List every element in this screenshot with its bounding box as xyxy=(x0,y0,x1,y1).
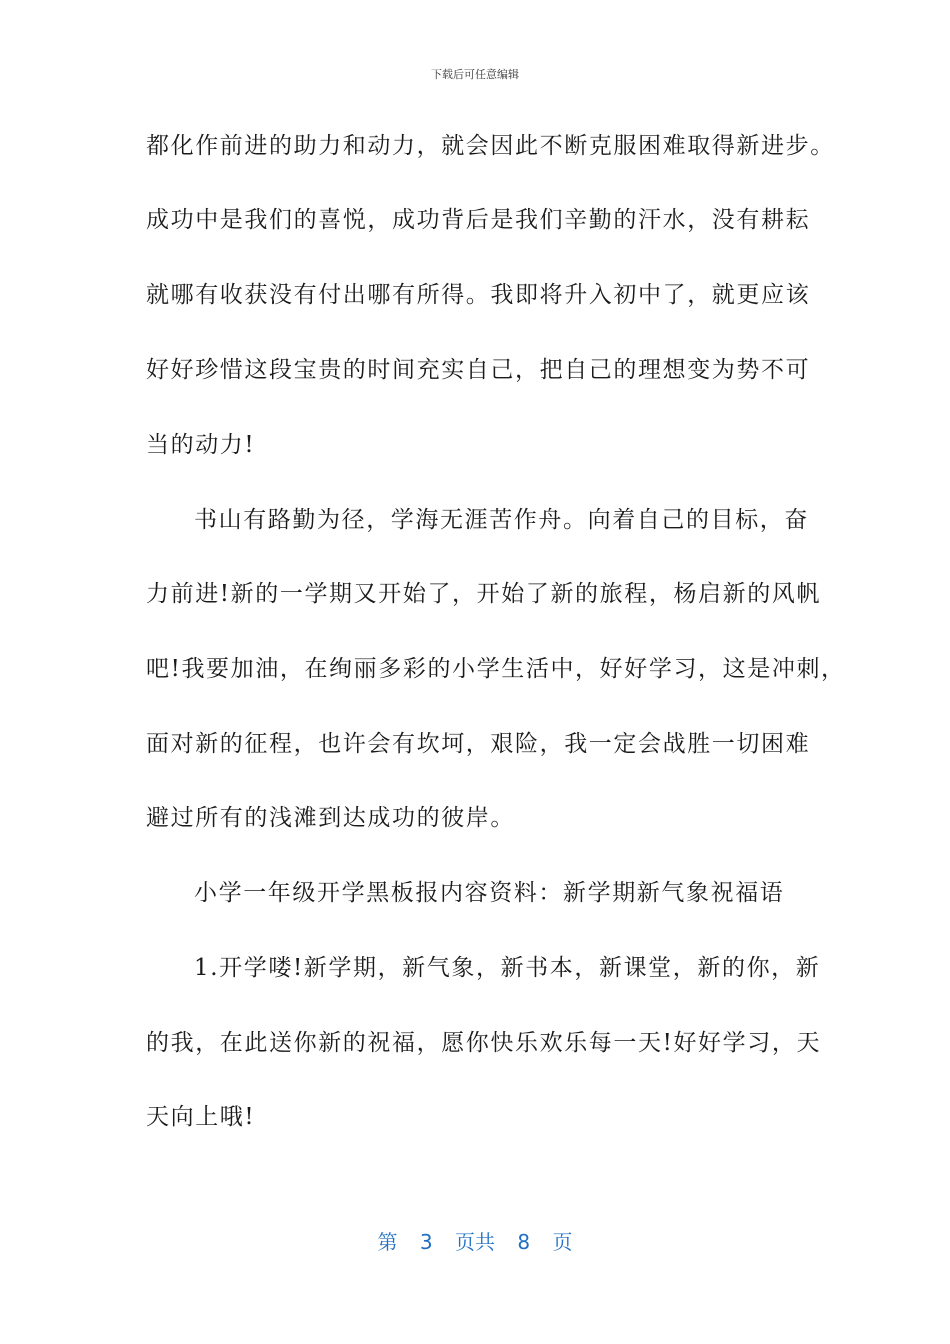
text-line: 成功中是我们的喜悦，成功背后是我们辛勤的汗水，没有耕耘 xyxy=(146,207,811,233)
paragraph-first-line: 书山有路勤为径，学海无涯苦作舟。向着自己的目标，奋 xyxy=(194,507,809,533)
text-line: 面对新的征程，也许会有坎坷，艰险，我一定会战胜一切困难 xyxy=(146,731,811,757)
section-heading: 小学一年级开学黑板报内容资料：新学期新气象祝福语 xyxy=(194,880,785,906)
header-note: 下载后可任意编辑 xyxy=(431,68,519,81)
text-line: 吧!我要加油，在绚丽多彩的小学生活中，好好学习，这是冲刺， xyxy=(146,656,846,682)
text-line: 好好珍惜这段宝贵的时间充实自己，把自己的理想变为势不可 xyxy=(146,357,811,383)
text-line: 的我，在此送你新的祝福，愿你快乐欢乐每一天!好好学习，天 xyxy=(146,1030,822,1056)
page-number-middle: 页共 xyxy=(455,1230,495,1254)
text-line: 当的动力! xyxy=(146,432,256,458)
page-number-total: 8 xyxy=(517,1230,531,1254)
page-number-prefix: 第 xyxy=(377,1230,398,1254)
page-number xyxy=(0,1226,950,1255)
text-line: 都化作前进的助力和动力，就会因此不断克服困难取得新进步。 xyxy=(146,133,835,159)
text-line: 就哪有收获没有付出哪有所得。我即将升入初中了，就更应该 xyxy=(146,282,811,308)
text-line: 天向上哦! xyxy=(146,1104,256,1130)
text-line: 避过所有的浅滩到达成功的彼岸。 xyxy=(146,805,515,831)
text-line: 力前进!新的一学期又开始了，开始了新的旅程，杨启新的风帆 xyxy=(146,581,822,607)
page-number-current: 3 xyxy=(419,1230,433,1254)
page-number-suffix: 页 xyxy=(552,1230,573,1254)
paragraph-first-line: 1.开学喽!新学期，新气象，新书本，新课堂，新的你，新 xyxy=(194,955,821,981)
